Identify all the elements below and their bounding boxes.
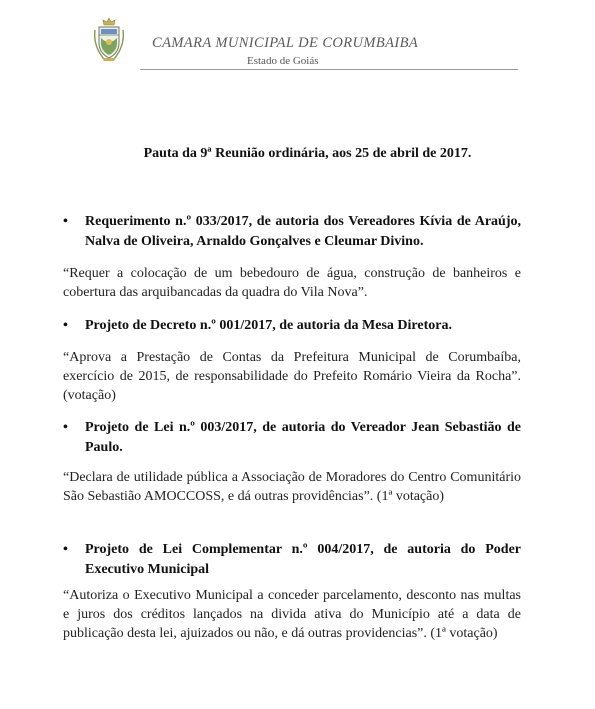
agenda-item-heading: [63, 540, 521, 580]
header-divider: [140, 69, 518, 70]
agenda-item-heading: [63, 418, 521, 458]
agenda-item-title: Projeto de Lei n.º 003/2017, de autoria do Vereador Jean Sebastião de Paulo.: [85, 420, 521, 455]
header-subtitle: Estado de Goiás: [247, 55, 319, 67]
agenda-item-description: “Requer a colocação de um bebedouro de água, construção de banheiros e cobertura das arquibancadas da quadra do Vila Nova”.: [63, 266, 521, 300]
agenda-item-title: Projeto de Decreto n.º 001/2017, de autoria da Mesa Diretora.: [85, 318, 452, 333]
page-title: Pauta da 9ª Reunião ordinária, aos 25 de abril de 2017.: [143, 146, 472, 161]
agenda-item-description: “Aprova a Prestação de Contas da Prefeitura Municipal de Corumbaíba, exercício de 2015, de responsabilidade do Prefeito Romário Vieira da Rocha”. (votação): [63, 350, 521, 403]
agenda-item-title: Projeto de Lei Complementar n.º 004/2017, de autoria do Poder Executivo Municipal: [85, 542, 521, 577]
bullet-icon: •: [63, 214, 68, 229]
agenda-item-heading: [63, 316, 521, 336]
bullet-icon: •: [63, 542, 68, 557]
agenda-item-description: “Autoriza o Executivo Municipal a conceder parcelamento, desconto nas multas e juros dos créditos lançados na divida ativa do Município até a data de publicação desta lei, ajuizados ou não, e dá outras providencias”. (1ª votação): [63, 588, 521, 641]
agenda-item-title: Requerimento n.º 033/2017, de autoria dos Vereadores Kívia de Araújo, Nalva de Oliveira, Arnaldo Gonçalves e Cleumar Divino.: [85, 214, 521, 249]
agenda-item-heading: [63, 212, 521, 252]
agenda-item-description: “Declara de utilidade pública a Associação de Moradores do Centro Comunitário São Sebastião AMOCCOSS, e dá outras providências”. (1ª votação): [63, 470, 521, 504]
header-title: CAMARA MUNICIPAL DE CORUMBAIBA: [152, 35, 419, 51]
municipal-coat-of-arms-icon: [94, 16, 124, 62]
bullet-icon: •: [63, 318, 68, 333]
bullet-icon: •: [63, 420, 68, 435]
